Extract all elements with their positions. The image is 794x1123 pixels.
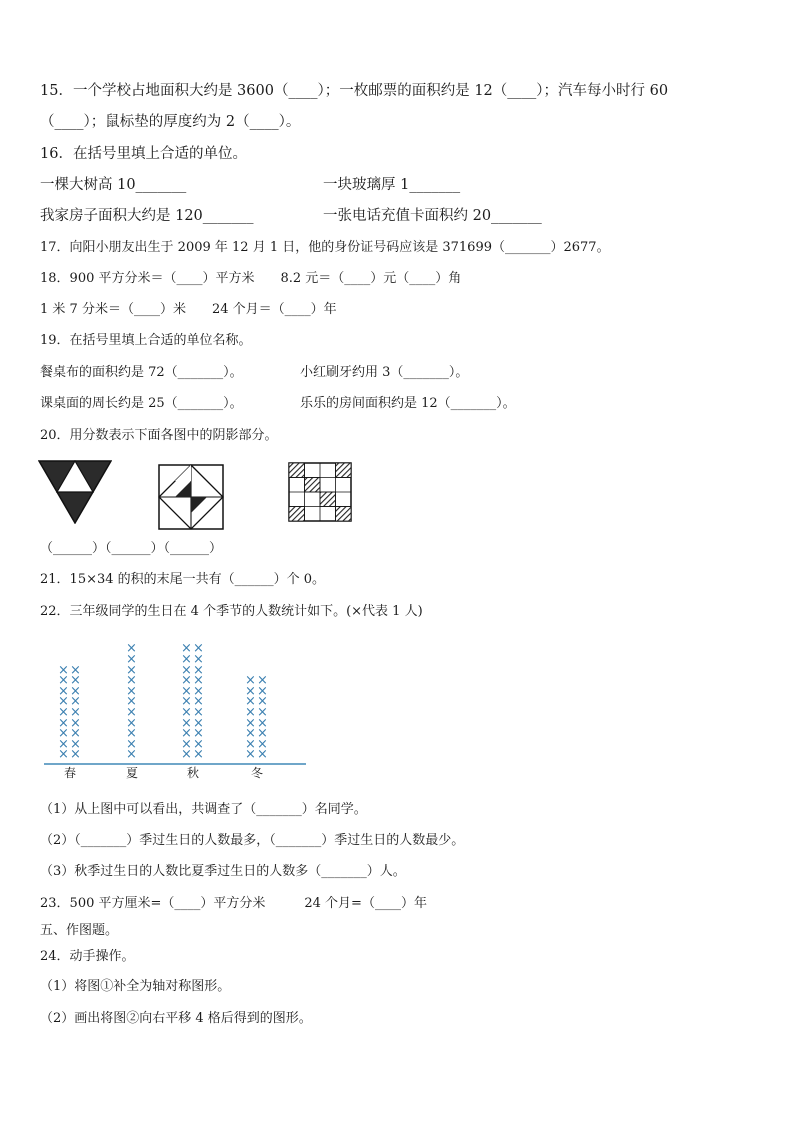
q20-answers: （______）（______）（______） xyxy=(40,541,223,556)
chart-mark-春-1-5: × xyxy=(58,705,69,720)
chart-mark-春-2-2: × xyxy=(70,736,81,752)
chart-mark-夏-1-2: × xyxy=(126,736,137,752)
chart-mark-秋-1-11: × xyxy=(181,641,192,657)
chart-mark-春-2-3: × xyxy=(70,726,81,742)
chart-mark-秋-2-1: × xyxy=(193,747,204,763)
chart-mark-夏-1-11: × xyxy=(126,641,137,657)
chart-mark-春-1-8: × xyxy=(58,673,69,689)
chart-mark-冬-2-4: × xyxy=(257,715,268,731)
q23-text: 23．500 平方厘米=（____）平方分米 24 个月=（____）年 xyxy=(40,896,427,911)
q19-item-c: 课桌面的周长约是 25（_______）。 xyxy=(40,396,243,411)
chart-mark-春-1-2: × xyxy=(58,736,69,752)
chart-mark-夏-1-1: × xyxy=(126,747,137,763)
chart-mark-冬-1-4: × xyxy=(245,715,256,731)
chart-mark-秋-1-8: × xyxy=(181,673,192,689)
chart-mark-夏-1-10: × xyxy=(126,652,137,667)
chart-mark-春-1-1: × xyxy=(58,747,69,763)
chart-mark-春-2-5: × xyxy=(70,705,81,720)
chart-mark-春-1-7: × xyxy=(58,683,69,699)
chart-category-label: 春 xyxy=(64,766,77,780)
chart-mark-秋-1-5: × xyxy=(181,705,192,720)
chart-mark-秋-2-7: × xyxy=(193,683,204,699)
chart-mark-秋-2-3: × xyxy=(193,726,204,742)
chart-mark-春-2-8: × xyxy=(70,673,81,689)
chart-mark-夏-1-6: × xyxy=(126,694,137,710)
chart-mark-秋-2-2: × xyxy=(193,736,204,752)
chart-mark-秋-1-9: × xyxy=(181,662,192,678)
square-diamond-figure xyxy=(158,464,224,530)
q22-title: 22．三年级同学的生日在 4 个季节的人数统计如下。(×代表 1 人) xyxy=(40,604,423,619)
q16-item-d: 一张电话充值卡面积约 20_______ xyxy=(323,208,542,224)
chart-mark-夏-1-5: × xyxy=(126,705,137,720)
chart-mark-春-1-3: × xyxy=(58,726,69,742)
q22-sub1: （1）从上图中可以看出，共调查了（_______）名同学。 xyxy=(40,802,367,817)
q24-sub1: （1）将图①补全为轴对称图形。 xyxy=(40,979,231,994)
chart-mark-夏-1-8: × xyxy=(126,673,137,689)
chart-mark-冬-1-6: × xyxy=(245,694,256,710)
chart-mark-冬-2-1: × xyxy=(257,747,268,763)
chart-mark-冬-1-7: × xyxy=(245,683,256,699)
chart-mark-冬-1-2: × xyxy=(245,736,256,752)
chart-mark-秋-2-4: × xyxy=(193,715,204,731)
chart-category-label: 冬 xyxy=(251,766,264,780)
q21-text: 21．15×34 的积的末尾一共有（______）个 0。 xyxy=(40,572,326,587)
chart-mark-夏-1-7: × xyxy=(126,683,137,699)
section5-title: 五、作图题。 xyxy=(40,923,119,938)
chart-mark-冬-2-8: × xyxy=(257,673,268,689)
q16-item-c: 我家房子面积大约是 120_______ xyxy=(40,208,254,224)
chart-mark-春-2-1: × xyxy=(70,747,81,763)
chart-mark-秋-1-10: × xyxy=(181,652,192,667)
q17-text: 17．向阳小朋友出生于 2009 年 12 月 1 日，他的身份证号码应该是 371699（_______）2677。 xyxy=(40,240,610,255)
chart-mark-冬-2-7: × xyxy=(257,683,268,699)
chart-mark-春-2-4: × xyxy=(70,715,81,731)
chart-mark-夏-1-4: × xyxy=(126,715,137,731)
chart-mark-冬-2-6: × xyxy=(257,694,268,710)
chart-mark-秋-1-7: × xyxy=(181,683,192,699)
q15-line1: 15．一个学校占地面积大约是 3600（____）；一枚邮票的面积约是 12（____）；汽车每小时行 60 xyxy=(40,83,669,99)
grid-checker-figure xyxy=(288,462,352,522)
q19-title: 19．在括号里填上合适的单位名称。 xyxy=(40,333,252,348)
chart-mark-秋-1-3: × xyxy=(181,726,192,742)
chart-mark-冬-1-3: × xyxy=(245,726,256,742)
chart-mark-秋-2-10: × xyxy=(193,652,204,667)
chart-mark-秋-1-6: × xyxy=(181,694,192,710)
chart-mark-秋-2-9: × xyxy=(193,662,204,678)
chart-mark-冬-1-5: × xyxy=(245,705,256,720)
q19-item-d: 乐乐的房间面积约是 12（_______）。 xyxy=(300,396,516,411)
chart-category-label: 秋 xyxy=(187,766,200,780)
triangle-figure xyxy=(38,460,112,524)
chart-mark-春-1-4: × xyxy=(58,715,69,731)
chart-mark-春-2-7: × xyxy=(70,683,81,699)
q22-sub2: （2）（_______）季过生日的人数最多，（_______）季过生日的人数最少。 xyxy=(40,833,465,848)
chart-mark-秋-2-11: × xyxy=(193,641,204,657)
q16-item-a: 一棵大树高 10_______ xyxy=(40,177,187,193)
chart-category-label: 夏 xyxy=(126,766,139,780)
q22-sub3: （3）秋季过生日的人数比夏季过生日的人数多（_______）人。 xyxy=(40,864,406,879)
chart-mark-秋-1-2: × xyxy=(181,736,192,752)
chart-mark-冬-2-5: × xyxy=(257,705,268,720)
chart-mark-冬-2-3: × xyxy=(257,726,268,742)
chart-mark-秋-2-5: × xyxy=(193,705,204,720)
chart-mark-夏-1-3: × xyxy=(126,726,137,742)
chart-mark-春-2-9: × xyxy=(70,662,81,678)
chart-mark-夏-1-9: × xyxy=(126,662,137,678)
q19-item-a: 餐桌布的面积约是 72（_______）。 xyxy=(40,365,243,380)
chart-mark-秋-2-8: × xyxy=(193,673,204,689)
chart-mark-春-1-6: × xyxy=(58,694,69,710)
q16-item-b: 一块玻璃厚 1_______ xyxy=(323,177,461,193)
chart-mark-冬-1-8: × xyxy=(245,673,256,689)
chart-mark-冬-2-2: × xyxy=(257,736,268,752)
chart-mark-秋-2-6: × xyxy=(193,694,204,710)
chart-mark-秋-1-4: × xyxy=(181,715,192,731)
q18-line1: 18．900 平方分米＝（____）平方米 8.2 元＝（____）元（____）角 xyxy=(40,271,462,286)
q16-title: 16．在括号里填上合适的单位。 xyxy=(40,146,247,162)
chart-axis-line xyxy=(44,763,306,765)
q19-item-b: 小红刷牙约用 3（_______）。 xyxy=(300,365,469,380)
q15-line2: （____）；鼠标垫的厚度约为 2（____）。 xyxy=(40,114,301,130)
q24-sub2: （2）画出将图②向右平移 4 格后得到的图形。 xyxy=(40,1011,312,1026)
q18-line2: 1 米 7 分米＝（____）米 24 个月＝（____）年 xyxy=(40,302,337,317)
q20-title: 20．用分数表示下面各图中的阴影部分。 xyxy=(40,428,278,443)
chart-mark-春-2-6: × xyxy=(70,694,81,710)
chart-mark-冬-1-1: × xyxy=(245,747,256,763)
q24-title: 24．动手操作。 xyxy=(40,949,135,964)
chart-mark-秋-1-1: × xyxy=(181,747,192,763)
chart-mark-春-1-9: × xyxy=(58,662,69,678)
